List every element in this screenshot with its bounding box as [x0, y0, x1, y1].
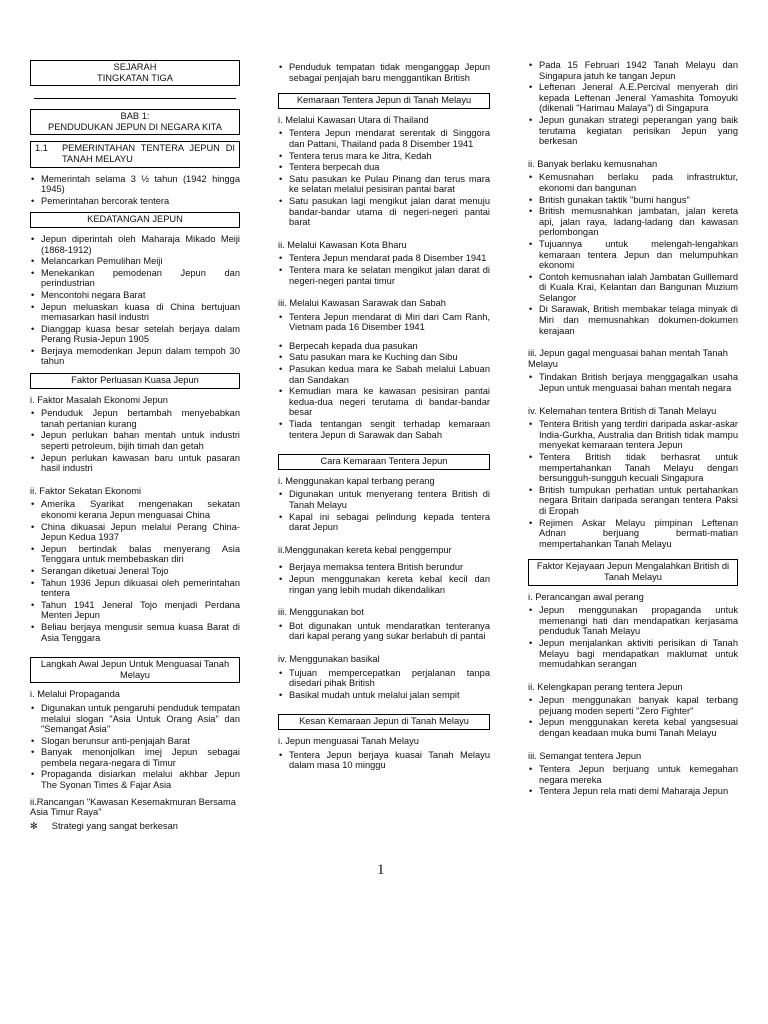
f2-list	[30, 499, 240, 643]
k3-list	[278, 312, 490, 441]
subheading: ii.Rancangan "Kawasan Kesemakmuran Bersama Asia Timur Raya"	[30, 796, 236, 818]
list-item: • Pasukan kedua mara ke Sabah melalui Labuan dan Sandakan	[278, 364, 490, 385]
list-item: • Basikal mudah untuk melalui jalan sempit	[278, 690, 490, 701]
list-item: • Tentera Jepun mendarat di Miri dari Cam Ranh, Vietnam pada 16 Disember 1941	[278, 312, 490, 333]
list-item: • Penduduk tempatan tidak menganggap Jepun sebagai penjajah baru menggantikan British	[278, 62, 490, 83]
subheading: i. Menggunakan kapal terbang perang	[278, 475, 435, 486]
list-item: • Pada 15 Februari 1942 Tanah Melayu dan Singapura jatuh ke tangan Jepun	[528, 60, 738, 81]
section-1-1-box	[30, 141, 240, 167]
list-item: • Menekankan pemodenan Jepun dan perindustrian	[30, 268, 240, 289]
list-item: • Jepun menggunakan kereta kebal yangsesuai dengan keadaan muka bumi Tanah Melayu	[528, 717, 738, 738]
list-item: • Tentera Jepun mendarat serentak di Singgora dan Pattani, Thailand pada 8 Disember 1941	[278, 128, 490, 149]
list-item: • Jepun menjalankan aktiviti perisikan di Tanah Melayu bagi mendapatkan maklumat untuk memudahkan serangan	[528, 638, 738, 670]
chapter-title: PENDUDUKAN JEPUN DI NEGARA KITA	[48, 121, 222, 132]
list-item: • Satu pasukan ke Pulau Pinang dan terus mara ke selatan melalui pesisiran pantai barat	[278, 174, 490, 195]
j1-list	[528, 605, 738, 670]
star-item-text: Strategi yang sangat berkesan	[51, 820, 178, 831]
list-item: • Tentera British tidak berhasrat untuk mempertahankan Tanah Melayu dengan bersungguh-sungguh kecuali Singapura	[528, 452, 738, 484]
list-item: • Tentera Jepun berjaya kuasai Tanah Melayu dalam masa 10 minggu	[278, 750, 490, 771]
m2-list	[278, 562, 490, 595]
heading: Kesan Kemaraan Jepun di Tanah Melayu	[299, 716, 469, 727]
heading: KEDATANGAN JEPUN	[87, 214, 183, 225]
list-item: • Berpecah kepada dua pasukan	[278, 341, 490, 352]
m1-list	[278, 489, 490, 532]
column-1	[30, 60, 240, 831]
list-item: • British gunakan taktik "bumi hangus"	[528, 195, 738, 206]
list-item: • Jepun menggunakan kereta kebal kecil dan ringan yang lebih mudah dikendalikan	[278, 574, 490, 595]
list-item: • Tentera Jepun mendarat pada 8 Disember 1941	[278, 253, 490, 264]
kedatangan-list	[30, 234, 240, 367]
list-item: • Penduduk Jepun bertambah menyebabkan tanah pertanian kurang	[30, 408, 240, 429]
b3-list	[528, 372, 738, 393]
list-item: • Beliau berjaya mengusir semua kuasa Barat di Asia Tenggara	[30, 622, 240, 643]
s1-list	[30, 174, 240, 207]
list-item: • Jepun diperintah oleh Maharaja Mikado Meiji (1868-1912)	[30, 234, 240, 255]
list-item: • Mencontohi negara Barat	[30, 290, 240, 301]
list-item: • Jepun gunakan strategi peperangan yang baik terutama kegiatan perisikan Jepun yang berkesan	[528, 115, 738, 147]
subheading: iii. Melalui Kawasan Sarawak dan Sabah	[278, 298, 446, 309]
list-item: • British memusnahkan jambatan, jalan kereta api, jalan raya, ladang-ladang dan kawasan perlombongan	[528, 206, 738, 238]
j2-list	[528, 695, 738, 738]
list-item: • Tentera Jepun berjuang untuk kemegahan negara mereka	[528, 764, 738, 785]
page-number: 1	[377, 862, 385, 878]
list-item: • Bot digunakan untuk mendaratkan tenteranya dari kapal perang yang sukar berlabuh di pantai	[278, 621, 490, 642]
subheading: ii. Faktor Sekatan Ekonomi	[30, 485, 142, 496]
list-item: • Pemerintahan bercorak tentera	[30, 196, 240, 207]
subheading: ii.Menggunakan kereta kebal penggempur	[278, 544, 452, 555]
heading: Faktor Perluasan Kuasa Jepun	[71, 375, 199, 386]
kesan-box	[278, 714, 490, 730]
list-item: • Rejimen Askar Melayu pimpinan Leftenan Adnan berjuang bermati-matian mempertahankan Tanah Melayu	[528, 518, 738, 550]
l1-list	[30, 703, 240, 791]
list-item: • Tentera berpecah dua	[278, 162, 490, 173]
list-item: • Satu pasukan lagi mengikut jalan darat menuju bandar-bandar utama di negeri-negeri pantai barat	[278, 196, 490, 228]
subheading: iv. Kelemahan tentera British di Tanah Melayu	[528, 405, 717, 416]
list-item: • Propaganda disiarkan melalui akhbar Jepun The Syonan Times & Fajar Asia	[30, 769, 240, 790]
subheading: i. Melalui Propaganda	[30, 689, 120, 700]
list-item: • Jepun menggunakan propaganda untuk memenangi hati dan mendapatkan kerjasama penduduk Tanah Melayu	[528, 605, 738, 637]
list-item: • Jepun bertindak balas menyerang Asia Tenggara untuk membebaskan diri	[30, 544, 240, 565]
divider	[34, 98, 236, 99]
list-item: • Berjaya memodenkan Jepun dalam tempoh 30 tahun	[30, 346, 240, 367]
subheading: i. Perancangan awal perang	[528, 591, 644, 602]
b2-list	[528, 172, 738, 336]
list-item: • Kemudian mara ke kawasan pesisiran pantai kedua-dua negeri terutama di bandar-bandar besar	[278, 386, 490, 418]
section-title: PEMERINTAHAN TENTERA JEPUN DI TANAH MELAYU	[61, 143, 235, 164]
subheading: iv. Menggunakan basikal	[278, 653, 380, 664]
list-item: • Berjaya memaksa tentera British berundur	[278, 562, 490, 573]
list-item: • Jepun meluaskan kuasa di China bertujuan memasarkan hasil industri	[30, 302, 240, 323]
list-item: • Contoh kemusnahan ialah Jambatan Guillemard di Kuala Krai, Kelantan dan Bangunan Muzium Selangor	[528, 272, 738, 304]
list-item: • Satu pasukan mara ke Kuching dan Sibu	[278, 352, 490, 363]
m4-list	[278, 668, 490, 701]
kemaraan-box	[278, 93, 490, 109]
list-item: • Tiada tentangan sengit terhadap kemaraan tentera Jepun di Sarawak dan Sabah	[278, 419, 490, 440]
top-list	[528, 60, 738, 147]
section-number: 1.1	[35, 143, 48, 154]
list-item: • Banyak menonjolkan imej Jepun sebagai pembela negara-negara di Timur	[30, 747, 240, 768]
subheading: iii. Jepun gagal menguasai bahan mentah Tanah Melayu	[528, 348, 728, 369]
faktor-box	[30, 373, 240, 389]
list-item: • Tentera Jepun rela mati demi Maharaja Jepun	[528, 786, 738, 797]
list-item: • Kemusnahan berlaku pada infrastruktur, ekonomi dan bangunan	[528, 172, 738, 193]
title-line-1: SEJARAH	[113, 62, 157, 72]
list-item: • Tahun 1936 Jepun dikuasai oleh pemerintahan tentera	[30, 578, 240, 599]
list-item: • Tentera mara ke selatan mengikut jalan darat di negeri-negeri pantai timur	[278, 265, 490, 286]
list-item: • Jepun menggunakan banyak kapal terbang pejuang moden seperti "Zero Fighter"	[528, 695, 738, 716]
asterisk-icon	[30, 821, 38, 832]
subheading: i. Jepun menguasai Tanah Melayu	[278, 735, 419, 746]
b4-list	[528, 419, 738, 549]
kedatangan-box	[30, 212, 240, 228]
column-3	[528, 60, 738, 803]
heading: Cara Kemaraan Tentera Jepun	[320, 456, 448, 467]
list-item: • Kapal ini sebagai pelindung kepada tentera darat Jepun	[278, 512, 490, 533]
list-item: • China dikuasai Jepun melalui Perang China-Jepun Kedua 1937	[30, 522, 240, 543]
star-item	[30, 821, 240, 832]
subheading: ii. Banyak berlaku kemusnahan	[528, 158, 658, 169]
heading: Langkah Awal Jepun Untuk Menguasai Tanah Melayu	[40, 659, 230, 680]
list-item: • Di Sarawak, British membakar telaga minyak di Miri dan memusnahkan dokumen-dokumen kerajaan	[528, 304, 738, 336]
list-item: • Leftenan Jeneral A.E.Percival menyerah diri kepada Leftenan Jeneral Yamashita Tomoyuki (dikenali "Harimau Malaya") di Singapura	[528, 82, 738, 114]
e1-list	[278, 750, 490, 771]
k1-list	[278, 128, 490, 227]
chapter-box	[30, 109, 240, 135]
subheading: i. Faktor Masalah Ekonomi Jepun	[30, 394, 168, 405]
list-item: • Slogan berunsur anti-penjajah Barat	[30, 736, 240, 747]
langkah-box	[30, 657, 240, 683]
top-list	[278, 62, 490, 83]
f1-list	[30, 408, 240, 474]
k2-list	[278, 253, 490, 286]
list-item: • Tahun 1941 Jeneral Tojo menjadi Perdana Menteri Jepun	[30, 600, 240, 621]
list-item: • Serangan diketuai Jeneral Tojo	[30, 566, 240, 577]
list-item: • Tujuan mempercepatkan perjalanan tanpa disedari pihak British	[278, 668, 490, 689]
list-item: • Dianggap kuasa besar setelah berjaya dalam Perang Rusia-Jepun 1905	[30, 324, 240, 345]
title-line-2: TINGKATAN TIGA	[97, 72, 173, 83]
cara-box	[278, 454, 490, 470]
column-2	[278, 62, 490, 777]
m3-list	[278, 621, 490, 642]
list-item: • Tentera terus mara ke Jitra, Kedah	[278, 151, 490, 162]
list-item: • Memerintah selama 3 ½ tahun (1942 hingga 1945)	[30, 174, 240, 195]
subheading: i. Melalui Kawasan Utara di Thailand	[278, 114, 429, 125]
heading: Kemaraan Tentera Jepun di Tanah Melayu	[296, 95, 472, 106]
list-item: • Digunakan untuk pengaruhi penduduk tempatan melalui slogan "Asia Untuk Orang Asia" dan "Semangat Asia"	[30, 703, 240, 735]
chapter-label: BAB 1:	[120, 111, 150, 122]
faktor-kejayaan-box	[528, 559, 738, 585]
list-item: • Tentera British yang terdiri daripada askar-askar India-Gurkha, Australia dan British tidak mampu menyekat kemaraan tentera Jepun	[528, 419, 738, 451]
title-box	[30, 60, 240, 86]
list-item: • Amerika Syarikat mengenakan sekatan ekonomi kerana Jepun menguasai China	[30, 499, 240, 520]
subheading: ii. Kelengkapan perang tentera Jepun	[528, 681, 683, 692]
j3-list	[528, 764, 738, 797]
subheading: iii. Menggunakan bot	[278, 607, 364, 618]
list-item: • Tindakan British berjaya menggagalkan usaha Jepun untuk menguasai bahan mentah negara	[528, 372, 738, 393]
list-item: • British tumpukan perhatian untuk pertahankan negara Britain daripada serangan tentera Paksi di Eropah	[528, 485, 738, 517]
list-item: • Digunakan untuk menyerang tentera British di Tanah Melayu	[278, 489, 490, 510]
subheading: iii. Semangat tentera Jepun	[528, 750, 642, 761]
subheading: ii. Melalui Kawasan Kota Bharu	[278, 239, 407, 250]
list-item: • Jepun perlukan kawasan baru untuk pasaran hasil industri	[30, 453, 240, 474]
list-item: • Jepun perlukan bahan mentah untuk industri seperti petroleum, bijih timah dan getah	[30, 430, 240, 451]
list-item: • Melancarkan Pemulihan Meiji	[30, 256, 240, 267]
heading: Faktor Kejayaan Jepun Mengalahkan British di Tanah Melayu	[536, 561, 730, 582]
list-item: • Tujuannya untuk melengah-lengahkan kemaraan tentera Jepun dan melumpuhkan ekonomi	[528, 239, 738, 271]
